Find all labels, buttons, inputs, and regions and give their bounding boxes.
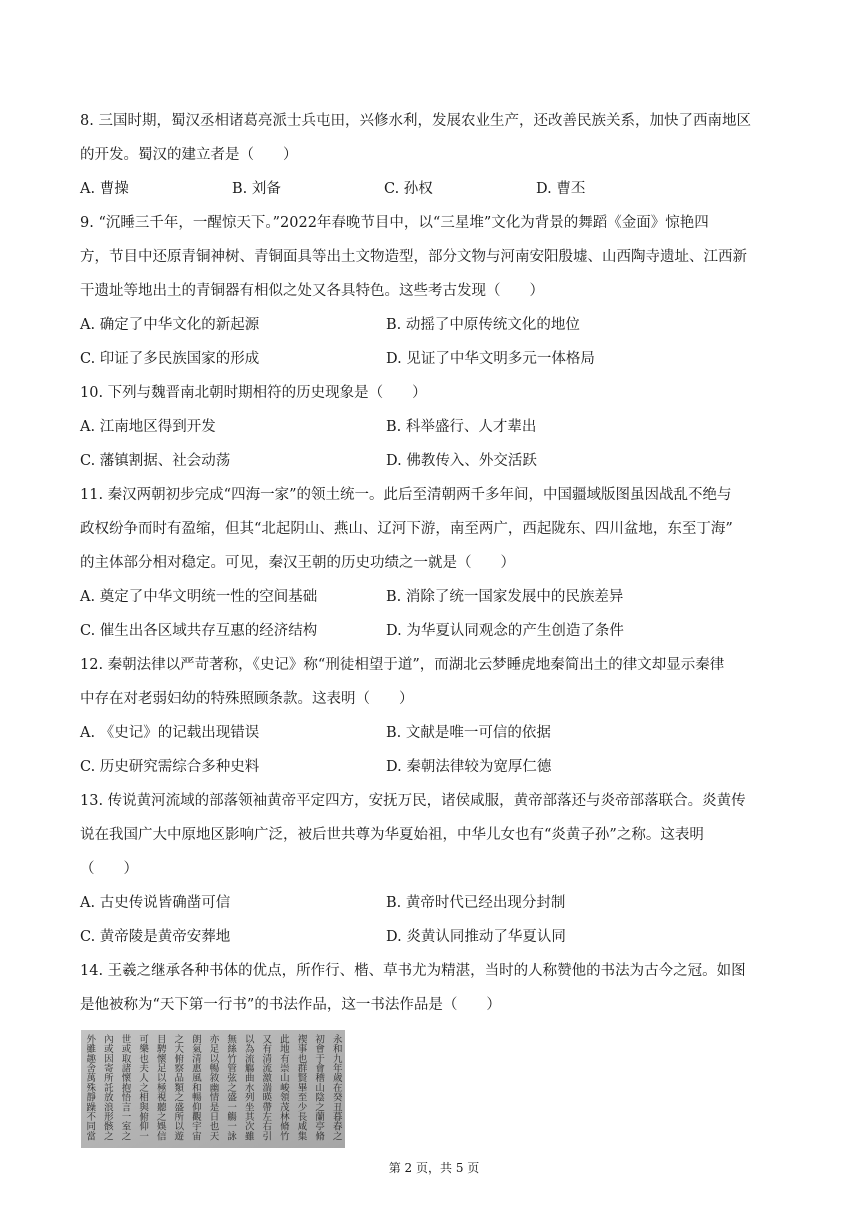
- question-8: [80, 104, 792, 172]
- question-8-options: [80, 172, 792, 206]
- calligraphy-column: 世或取諸懷抱悟言一室之: [119, 1034, 131, 1141]
- question-line: 的主体部分相对稳定。可见，秦汉王朝的历史功绩之一就是（ ）: [80, 555, 515, 571]
- question-line: 干遗址等地出土的青铜器有相似之处又各具特色。这些考古发现（ ）: [80, 283, 544, 299]
- calligraphy-column: 又有清流激湍暎帶左右引: [260, 1034, 272, 1141]
- question-14: [80, 954, 792, 1022]
- question-9-options: [80, 308, 792, 376]
- calligraphy-column: 無絲竹管弦之盛一觴一詠: [225, 1034, 237, 1141]
- option-b: B. 刘备: [232, 181, 281, 197]
- question-line: 方，节目中还原青铜神树、青铜面具等出土文物造型，部分文物与河南安阳殷墟、山西陶寺遗址、江西新: [80, 249, 747, 265]
- calligraphy-column: 外雖趣舍萬殊靜躁不同當: [84, 1034, 96, 1141]
- option-a: A. 《史记》的记载出现错误: [80, 725, 260, 741]
- option-d: D. 见证了中华文明多元一体格局: [386, 351, 595, 367]
- option-c: C. 藩镇割据、社会动荡: [80, 453, 231, 469]
- option-d: D. 佛教传入、外交活跃: [386, 453, 537, 469]
- question-line: （ ）: [80, 861, 138, 877]
- option-a: A. 确定了中华文化的新起源: [80, 317, 260, 333]
- option-c: C. 孙权: [384, 181, 433, 197]
- question-line: 12. 秦朝法律以严苛著称，《史记》称“刑徒相望于道”，而湖北云梦睡虎地秦简出土的律文却显示秦律: [80, 657, 725, 673]
- calligraphy-image: [81, 1030, 345, 1148]
- question-line: 9. “沉睡三千年，一醒惊天下。”2022年春晚节目中，以“三星堆”文化为背景的舞蹈《金面》惊艳四: [80, 215, 709, 231]
- option-d: D. 为华夏认同观念的产生创造了条件: [386, 623, 624, 639]
- calligraphy-column: 目騁懷足以極視聽之娛信: [154, 1034, 166, 1141]
- question-line: 的开发。蜀汉的建立者是（ ）: [80, 147, 298, 163]
- question-line: 中存在对老弱妇幼的特殊照顾条款。这表明（ ）: [80, 691, 414, 707]
- calligraphy-column: 禊事也群賢畢至少長咸集: [295, 1034, 307, 1141]
- option-b: B. 文献是唯一可信的依据: [386, 725, 551, 741]
- calligraphy-column: 內或因寄所託放浪形骸之: [101, 1034, 113, 1141]
- option-a: A. 奠定了中华文明统一性的空间基础: [80, 589, 318, 605]
- calligraphy-column: 初會于會稽山陰之蘭亭脩: [313, 1034, 325, 1141]
- option-c: C. 印证了多民族国家的形成: [80, 351, 260, 367]
- option-a: A. 江南地区得到开发: [80, 419, 216, 435]
- question-9: [80, 206, 792, 308]
- option-a: A. 曹操: [80, 181, 129, 197]
- option-c: C. 催生出各区域共存互惠的经济结构: [80, 623, 318, 639]
- question-line: 13. 传说黄河流域的部落领袖黄帝平定四方，安抚万民，诸侯咸服，黄帝部落还与炎帝部落联合。炎黄传: [80, 793, 746, 809]
- question-line: 10. 下列与魏晋南北朝时期相符的历史现象是（ ）: [80, 385, 427, 401]
- calligraphy-column: 可樂也夫人之相與俯仰一: [137, 1034, 149, 1141]
- question-10-options: [80, 410, 792, 478]
- question-11: [80, 478, 792, 580]
- question-11-options: [80, 580, 792, 648]
- option-d: D. 曹丕: [536, 181, 586, 197]
- calligraphy-column: 永和九年歲在癸丑暮春之: [330, 1034, 342, 1141]
- calligraphy-column: 以為流觴曲水列坐其次雖: [242, 1034, 254, 1141]
- calligraphy-columns: [84, 1033, 342, 1141]
- page-footer: 第 2 页，共 5 页: [388, 1161, 480, 1175]
- calligraphy-column: 此地有崇山峻領茂林脩竹: [277, 1034, 289, 1141]
- option-c: C. 黄帝陵是黄帝安葬地: [80, 929, 231, 945]
- question-12: [80, 648, 792, 716]
- question-line: 是他被称为“天下第一行书”的书法作品，这一书法作品是（ ）: [80, 997, 501, 1013]
- question-12-options: [80, 716, 792, 784]
- option-c: C. 历史研究需综合多种史料: [80, 759, 260, 775]
- option-a: A. 古史传说皆确凿可信: [80, 895, 231, 911]
- calligraphy-svg: [81, 1030, 345, 1148]
- calligraphy-column: 朗氣清惠風和暢仰觀宇宙: [189, 1034, 201, 1141]
- option-b: B. 动摇了中原传统文化的地位: [386, 317, 580, 333]
- calligraphy-column: 亦足以暢敘幽情是日也天: [207, 1034, 219, 1141]
- question-13-options: [80, 886, 792, 954]
- question-line: 说在我国广大中原地区影响广泛，被后世共尊为华夏始祖，中华儿女也有“炎黄子孙”之称。这表明: [80, 827, 704, 843]
- question-line: 14. 王羲之继承各种书体的优点，所作行、楷、草书尤为精湛，当时的人称赞他的书法为古今之冠。如图: [80, 963, 746, 979]
- option-b: B. 科举盛行、人才辈出: [386, 419, 537, 435]
- question-line: 8. 三国时期，蜀汉丞相诸葛亮派士兵屯田，兴修水利，发展农业生产，还改善民族关系，加快了西南地区: [80, 113, 751, 129]
- option-b: B. 黄帝时代已经出现分封制: [386, 895, 566, 911]
- option-d: D. 秦朝法律较为宽厚仁德: [386, 759, 552, 775]
- question-13: [80, 784, 792, 886]
- option-d: D. 炎黄认同推动了华夏认同: [386, 929, 566, 945]
- question-line: 政权纷争而时有盈缩，但其“北起阴山、燕山、辽河下游，南至两广，西起陇东、四川盆地，东至丁海”: [80, 521, 733, 537]
- question-10: [80, 376, 792, 410]
- calligraphy-column: 之大俯察品類之盛所以遊: [172, 1034, 184, 1141]
- option-b: B. 消除了统一国家发展中的民族差异: [386, 589, 624, 605]
- question-line: 11. 秦汉两朝初步完成“四海一家”的领土统一。此后至清朝两千多年间，中国疆域版图虽因战乱不绝与: [80, 487, 732, 503]
